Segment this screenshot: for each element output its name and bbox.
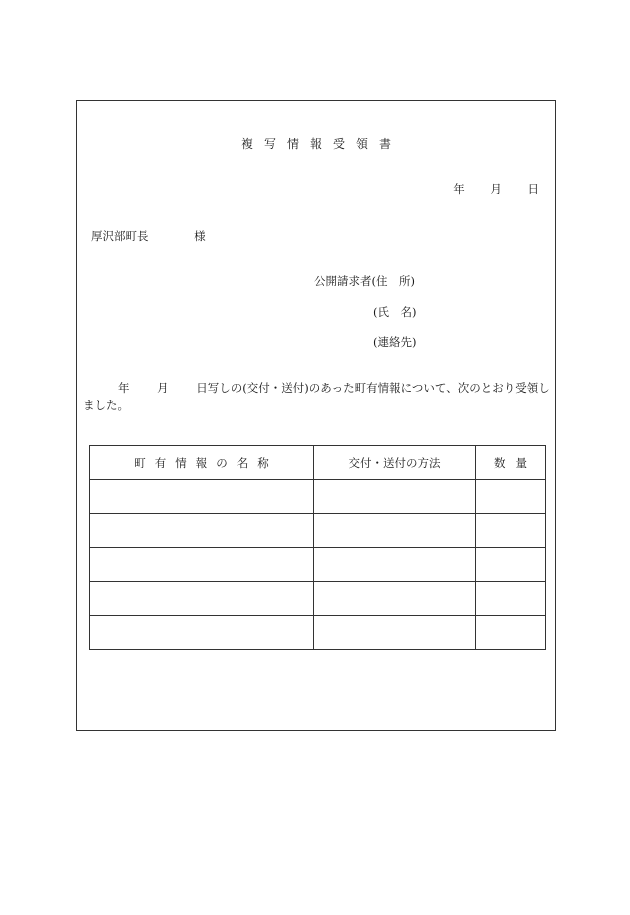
table-row bbox=[90, 548, 546, 582]
cell-delivery-method[interactable] bbox=[314, 582, 476, 616]
table-row bbox=[90, 616, 546, 650]
header-delivery-method: 交付・送付の方法 bbox=[314, 446, 476, 480]
cell-quantity[interactable] bbox=[476, 548, 546, 582]
table-row bbox=[90, 480, 546, 514]
cell-quantity[interactable] bbox=[476, 514, 546, 548]
form-title: 複写情報受領書 bbox=[240, 137, 402, 151]
cell-info-name[interactable] bbox=[90, 480, 314, 514]
requester-address-label: 公開請求者(住 所) bbox=[314, 274, 415, 288]
cell-info-name[interactable] bbox=[90, 616, 314, 650]
cell-info-name[interactable] bbox=[90, 514, 314, 548]
receipt-statement: 年 月 日写しの(交付・送付)のあった町有情報について、次のとおり受領しました。 bbox=[83, 381, 550, 412]
cell-quantity[interactable] bbox=[476, 616, 546, 650]
table-row bbox=[90, 514, 546, 548]
cell-delivery-method[interactable] bbox=[314, 616, 476, 650]
cell-info-name[interactable] bbox=[90, 548, 314, 582]
cell-delivery-method[interactable] bbox=[314, 514, 476, 548]
cell-delivery-method[interactable] bbox=[314, 480, 476, 514]
requester-name-label: (氏 名) bbox=[373, 305, 417, 319]
info-table bbox=[89, 445, 546, 650]
cell-info-name[interactable] bbox=[90, 582, 314, 616]
cell-quantity[interactable] bbox=[476, 480, 546, 514]
cell-delivery-method[interactable] bbox=[314, 548, 476, 582]
table-header-row bbox=[90, 446, 546, 480]
requester-contact-label: (連絡先) bbox=[373, 335, 417, 349]
date-line: 年 月 日 bbox=[453, 182, 539, 196]
header-info-name: 町有情報の名称 bbox=[90, 446, 314, 480]
table-row bbox=[90, 582, 546, 616]
addressee: 厚沢部町長 様 bbox=[91, 229, 206, 243]
header-quantity: 数量 bbox=[476, 446, 546, 480]
cell-quantity[interactable] bbox=[476, 582, 546, 616]
form-frame bbox=[76, 100, 556, 731]
